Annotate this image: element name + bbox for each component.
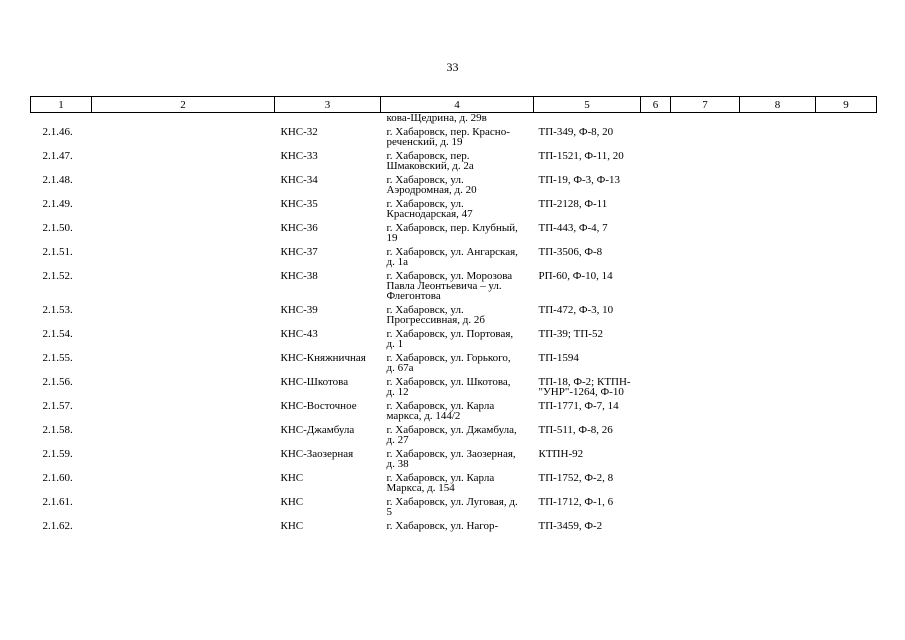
empty-cell [740, 172, 816, 196]
empty-cell [92, 196, 275, 220]
column-header: 8 [740, 97, 816, 113]
address-cell: г. Хабаровск, ул. Карла Маркса, д. 154 [386, 472, 495, 494]
empty-cell [671, 302, 740, 326]
empty-cell [816, 148, 877, 172]
empty-cell [92, 268, 275, 302]
empty-cell [671, 422, 740, 446]
power-source: ТП-1521, Ф-11, 20 [538, 150, 624, 162]
row-number: 2.1.48. [42, 174, 73, 186]
empty-cell [740, 148, 816, 172]
empty-cell [816, 172, 877, 196]
empty-cell [641, 302, 671, 326]
empty-cell [92, 446, 275, 470]
empty-cell [671, 172, 740, 196]
address-cell: г. Хабаровск, ул. Прогрессивная, д. 2б [386, 304, 485, 326]
empty-cell [740, 446, 816, 470]
address-cell: г. Хабаровск, пер. Шмаковский, д. 2а [386, 150, 474, 172]
object-name: КНС-37 [280, 246, 318, 258]
object-name: КНС-39 [280, 304, 318, 316]
empty-cell [740, 494, 816, 518]
empty-cell [816, 326, 877, 350]
table-row [31, 326, 877, 350]
empty-cell [641, 172, 671, 196]
empty-cell [641, 244, 671, 268]
empty-cell [671, 374, 740, 398]
empty-cell [92, 398, 275, 422]
table-row [31, 422, 877, 446]
empty-cell [740, 220, 816, 244]
row-number: 2.1.59. [42, 448, 73, 460]
power-source: ТП-3459, Ф-2 [538, 520, 603, 532]
empty-cell [740, 470, 816, 494]
object-name: КНС-Княжничная [280, 352, 366, 364]
table-row [31, 302, 877, 326]
object-name: КНС-Шкотова [280, 376, 349, 388]
object-name: КНС [280, 472, 304, 484]
empty-cell [92, 302, 275, 326]
address-cell: кова-Щедрина, д. 29в [386, 112, 487, 124]
empty-cell [740, 196, 816, 220]
power-source: ТП-472, Ф-3, 10 [538, 304, 614, 316]
address-cell: г. Хабаровск, пер. Клубный, 19 [386, 222, 518, 244]
row-number: 2.1.52. [42, 270, 73, 282]
table-row [31, 518, 877, 532]
empty-cell [641, 494, 671, 518]
table-row [31, 148, 877, 172]
address-cell: г. Хабаровск, ул. Карла маркса, д. 144/2 [386, 400, 495, 422]
power-source: ТП-443, Ф-4, 7 [538, 222, 608, 234]
table-row [31, 446, 877, 470]
object-name: КНС-38 [280, 270, 318, 282]
row-number: 2.1.55. [42, 352, 73, 364]
address-cell: г. Хабаровск, ул. Горького, д. 67а [386, 352, 511, 374]
empty-cell [740, 124, 816, 148]
empty-cell [671, 268, 740, 302]
power-source: ТП-349, Ф-8, 20 [538, 126, 614, 138]
empty-cell [740, 422, 816, 446]
column-header: 6 [641, 97, 671, 113]
empty-cell [641, 518, 671, 532]
empty-cell [641, 220, 671, 244]
power-source: РП-60, Ф-10, 14 [538, 270, 613, 282]
object-name: КНС [280, 496, 304, 508]
column-header: 4 [381, 97, 534, 113]
empty-cell [816, 422, 877, 446]
row-number: 2.1.46. [42, 126, 73, 138]
power-source: ТП-1771, Ф-7, 14 [538, 400, 619, 412]
empty-cell [641, 422, 671, 446]
empty-cell [671, 446, 740, 470]
row-number: 2.1.47. [42, 150, 73, 162]
empty-cell [671, 148, 740, 172]
row-number: 2.1.62. [42, 520, 73, 532]
empty-cell [92, 422, 275, 446]
object-name: КНС-32 [280, 126, 318, 138]
empty-cell [671, 244, 740, 268]
empty-cell [740, 268, 816, 302]
row-number: 2.1.49. [42, 198, 73, 210]
row-number: 2.1.57. [42, 400, 73, 412]
object-name: КНС-35 [280, 198, 318, 210]
table-row [31, 398, 877, 422]
empty-cell [816, 446, 877, 470]
empty-cell [740, 302, 816, 326]
row-number: 2.1.58. [42, 424, 73, 436]
row-number: 2.1.53. [42, 304, 73, 316]
address-cell: г. Хабаровск, ул. Шкотова, д. 12 [386, 376, 511, 398]
empty-cell [641, 446, 671, 470]
table-row [31, 124, 877, 148]
empty-cell [740, 244, 816, 268]
empty-cell [816, 268, 877, 302]
power-source: ТП-19, Ф-3, Ф-13 [538, 174, 621, 186]
empty-cell [816, 244, 877, 268]
empty-cell [740, 350, 816, 374]
power-source: ТП-3506, Ф-8 [538, 246, 603, 258]
table-row [31, 220, 877, 244]
address-cell: г. Хабаровск, ул. Заозерная, д. 38 [386, 448, 516, 470]
empty-cell [92, 350, 275, 374]
row-number: 2.1.61. [42, 496, 73, 508]
column-header: 5 [534, 97, 641, 113]
power-source: ТП-18, Ф-2; КТПН-"УНР"-1264, Ф-10 [538, 376, 631, 398]
empty-cell [740, 326, 816, 350]
row-number: 2.1.51. [42, 246, 73, 258]
empty-cell [740, 374, 816, 398]
empty-cell [671, 220, 740, 244]
empty-cell [816, 494, 877, 518]
row-number: 2.1.50. [42, 222, 73, 234]
empty-cell [641, 374, 671, 398]
empty-cell [92, 172, 275, 196]
empty-cell [671, 470, 740, 494]
column-header: 1 [31, 97, 92, 113]
empty-cell [671, 350, 740, 374]
column-header: 7 [671, 97, 740, 113]
row-number: 2.1.56. [42, 376, 73, 388]
empty-cell [671, 326, 740, 350]
power-source: ТП-1752, Ф-2, 8 [538, 472, 614, 484]
table-row [31, 268, 877, 302]
empty-cell [641, 196, 671, 220]
empty-cell [816, 302, 877, 326]
empty-cell [92, 518, 275, 532]
table-row [31, 470, 877, 494]
empty-cell [816, 518, 877, 532]
column-header: 9 [816, 97, 877, 113]
empty-cell [641, 326, 671, 350]
table-row [31, 374, 877, 398]
empty-cell [671, 196, 740, 220]
empty-cell [641, 398, 671, 422]
empty-cell [816, 220, 877, 244]
address-cell: г. Хабаровск, ул. Джамбула, д. 27 [386, 424, 517, 446]
address-cell: г. Хабаровск, ул. Морозова Павла Леонтьевича – ул. Флегонтова [386, 270, 513, 302]
empty-cell [92, 494, 275, 518]
object-name: КНС-33 [280, 150, 318, 162]
empty-cell [816, 124, 877, 148]
address-cell: г. Хабаровск, пер. Красно-реченский, д. 19 [386, 126, 510, 148]
object-name: КНС-43 [280, 328, 318, 340]
table-row [31, 244, 877, 268]
address-cell: г. Хабаровск, ул. Нагор- [386, 520, 499, 532]
address-cell: г. Хабаровск, ул. Аэродромная, д. 20 [386, 174, 477, 196]
empty-cell [740, 398, 816, 422]
empty-cell [92, 148, 275, 172]
object-name: КНС-Заозерная [280, 448, 354, 460]
empty-cell [671, 124, 740, 148]
empty-cell [816, 398, 877, 422]
row-number: 2.1.54. [42, 328, 73, 340]
empty-cell [92, 374, 275, 398]
empty-cell [671, 518, 740, 532]
empty-cell [641, 470, 671, 494]
power-source: ТП-1594 [538, 352, 579, 364]
object-name: КНС-Джамбула [280, 424, 355, 436]
table-row [31, 172, 877, 196]
object-name: КНС-Восточное [280, 400, 357, 412]
empty-cell [816, 470, 877, 494]
address-cell: г. Хабаровск, ул. Портовая, д. 1 [386, 328, 514, 350]
address-cell: г. Хабаровск, ул. Ангарская, д. 1а [386, 246, 518, 268]
empty-cell [740, 518, 816, 532]
table-row [31, 196, 877, 220]
page-number: 33 [446, 60, 459, 74]
facilities-table [30, 96, 877, 532]
power-source: ТП-1712, Ф-1, 6 [538, 496, 614, 508]
row-number: 2.1.60. [42, 472, 73, 484]
empty-cell [641, 148, 671, 172]
empty-cell [92, 244, 275, 268]
power-source: ТП-39; ТП-52 [538, 328, 603, 340]
empty-cell [641, 350, 671, 374]
table-row [31, 494, 877, 518]
continuation-row [31, 113, 877, 125]
column-header: 3 [275, 97, 381, 113]
empty-cell [816, 196, 877, 220]
object-name: КНС-34 [280, 174, 318, 186]
empty-cell [816, 374, 877, 398]
empty-cell [92, 326, 275, 350]
column-header: 2 [92, 97, 275, 113]
object-name: КНС [280, 520, 304, 532]
table-row [31, 350, 877, 374]
address-cell: г. Хабаровск, ул. Луговая, д. 5 [386, 496, 518, 518]
power-source: ТП-511, Ф-8, 26 [538, 424, 613, 436]
empty-cell [92, 470, 275, 494]
empty-cell [641, 268, 671, 302]
address-cell: г. Хабаровск, ул. Краснодарская, 47 [386, 198, 473, 220]
empty-cell [641, 124, 671, 148]
power-source: ТП-2128, Ф-11 [538, 198, 608, 210]
empty-cell [92, 220, 275, 244]
empty-cell [92, 124, 275, 148]
header-row [31, 97, 877, 113]
power-source: КТПН-92 [538, 448, 584, 460]
empty-cell [671, 494, 740, 518]
object-name: КНС-36 [280, 222, 318, 234]
empty-cell [816, 350, 877, 374]
empty-cell [671, 398, 740, 422]
